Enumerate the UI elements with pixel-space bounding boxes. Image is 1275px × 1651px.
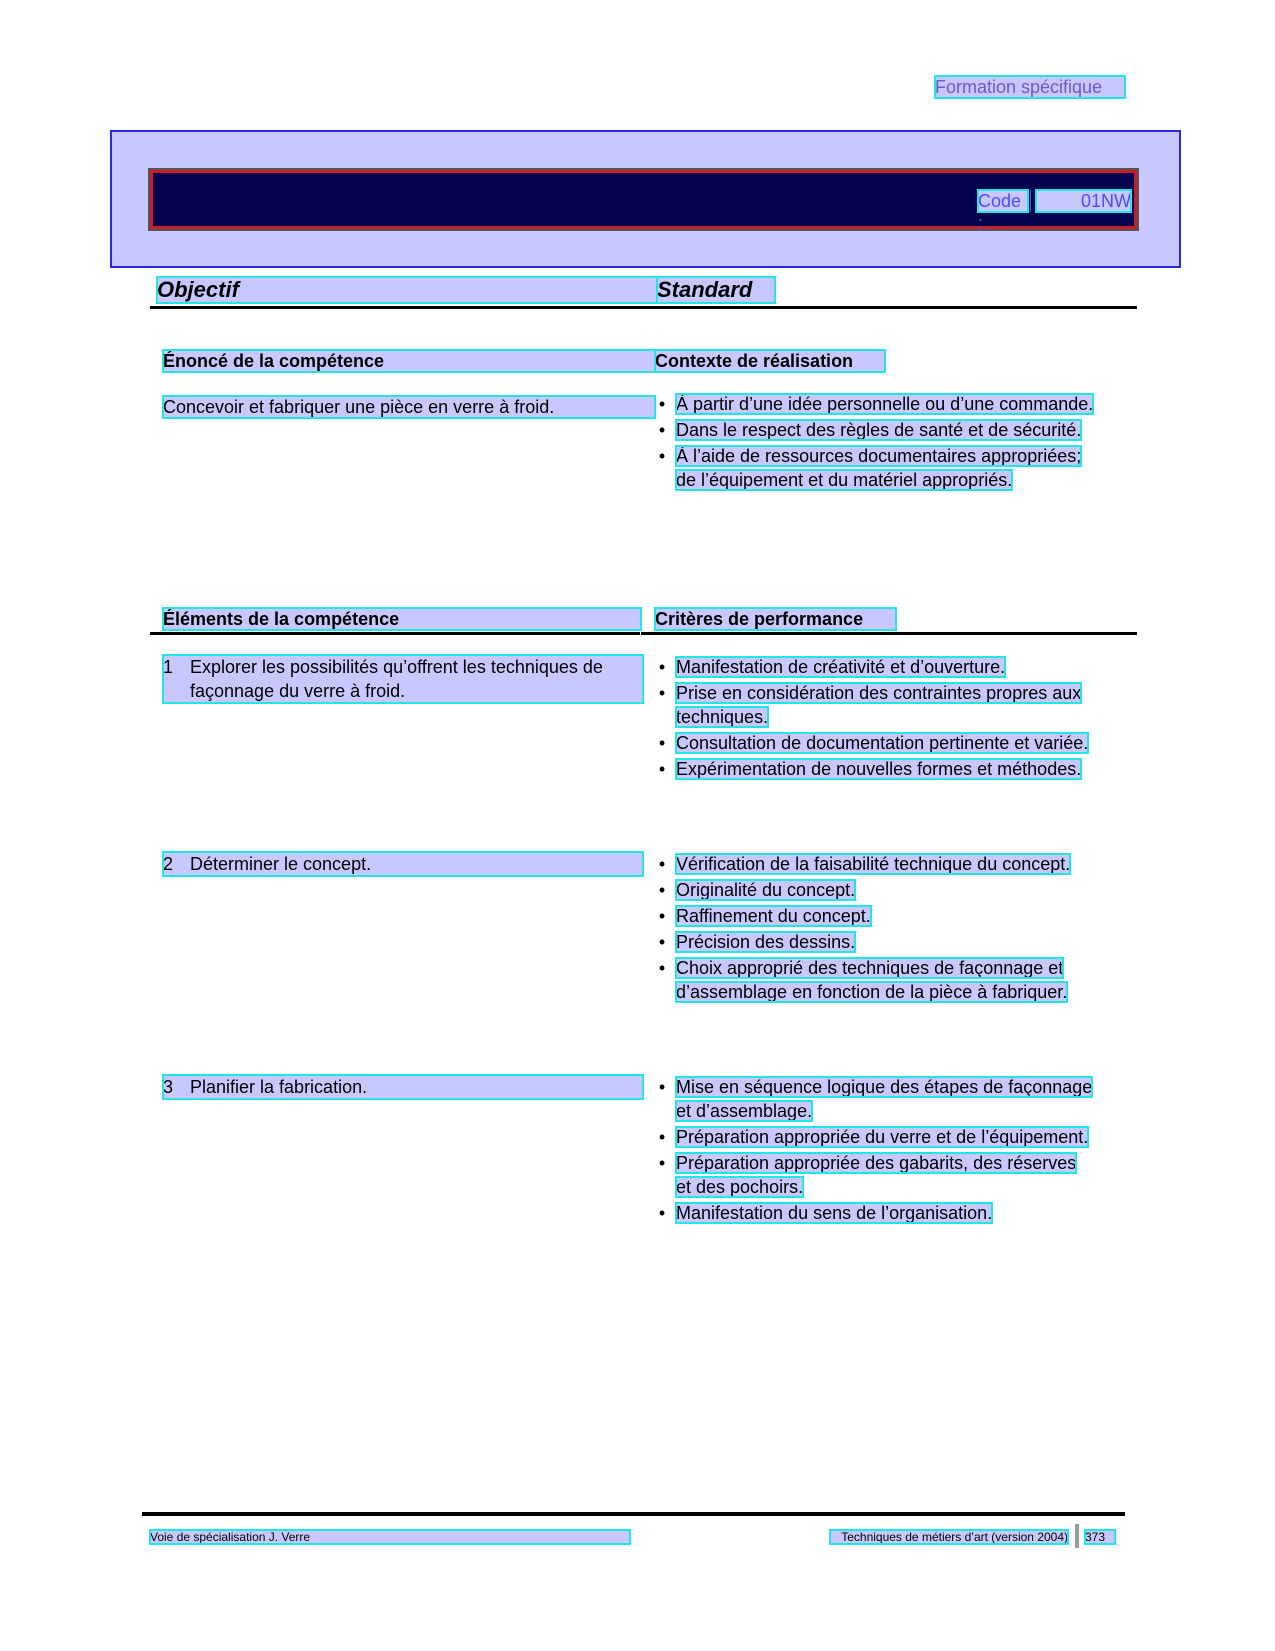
list-item-text: Consultation de documentation pertinente et variée. bbox=[676, 733, 1089, 753]
element-number: 3 bbox=[163, 1077, 174, 1097]
enonce-text: Concevoir et fabriquer une pièce en verre à froid. bbox=[163, 396, 655, 418]
bullet-icon: • bbox=[658, 1127, 666, 1147]
bullet-icon: • bbox=[658, 1077, 666, 1097]
element-1 bbox=[163, 655, 643, 703]
list-item-text: Expérimentation de nouvelles formes et méthodes. bbox=[676, 759, 1082, 779]
list-item bbox=[655, 731, 1115, 755]
list-item-text: Raffinement du concept. bbox=[676, 906, 871, 926]
element-text: Planifier la fabrication. bbox=[190, 1077, 368, 1097]
bullet-icon: • bbox=[658, 657, 666, 677]
list-item bbox=[655, 904, 1115, 928]
contexte-list bbox=[655, 392, 1095, 494]
footer-rule bbox=[142, 1512, 1125, 1516]
standard-heading: Standard bbox=[657, 277, 775, 303]
list-item-text: Précision des dessins. bbox=[676, 932, 856, 952]
list-item-text: Originalité du concept. bbox=[676, 880, 856, 900]
bullet-icon: • bbox=[658, 1153, 666, 1173]
list-item-text: À partir d’une idée personnelle ou d’une commande. bbox=[676, 394, 1094, 414]
top-rule bbox=[150, 306, 1137, 309]
bullet-icon: • bbox=[658, 394, 666, 414]
running-header: Formation spécifique bbox=[935, 76, 1125, 98]
contexte-heading: Contexte de réalisation bbox=[655, 350, 885, 372]
footer-left: Voie de spécialisation J. Verre bbox=[150, 1530, 630, 1544]
bullet-icon: • bbox=[658, 733, 666, 753]
bullet-icon: • bbox=[658, 932, 666, 952]
list-item-text: À l’aide de ressources documentaires appropriées; de l’équipement et du matériel appropriés. bbox=[676, 446, 1082, 490]
list-item bbox=[655, 878, 1115, 902]
list-item-text: Préparation appropriée des gabarits, des réserves et des pochoirs. bbox=[676, 1153, 1077, 1197]
list-item bbox=[655, 757, 1115, 781]
element-number: 1 bbox=[163, 657, 174, 677]
list-item bbox=[655, 444, 1095, 492]
section-rule-right bbox=[641, 632, 1137, 635]
list-item bbox=[655, 392, 1095, 416]
page-number: 373 bbox=[1085, 1530, 1115, 1544]
list-item bbox=[655, 1125, 1095, 1149]
element-2 bbox=[163, 852, 643, 876]
element-3 bbox=[163, 1075, 643, 1099]
bullet-icon: • bbox=[658, 880, 666, 900]
list-item-text: Vérification de la faisabilité technique du concept. bbox=[676, 854, 1071, 874]
list-item-text: Mise en séquence logique des étapes de façonnage et d’assemblage. bbox=[676, 1077, 1093, 1121]
bullet-icon: • bbox=[658, 759, 666, 779]
list-item-text: Préparation appropriée du verre et de l’équipement. bbox=[676, 1127, 1089, 1147]
code-label: Code : bbox=[978, 190, 1028, 212]
element-text: Explorer les possibilités qu’offrent les techniques de façonnage du verre à froid. bbox=[190, 657, 603, 701]
bullet-icon: • bbox=[658, 420, 666, 440]
list-item-text: Prise en considération des contraintes propres aux techniques. bbox=[676, 683, 1082, 727]
list-item-text: Dans le respect des règles de santé et de sécurité. bbox=[676, 420, 1082, 440]
code-separator bbox=[1030, 190, 1035, 212]
list-item bbox=[655, 1151, 1095, 1199]
list-item bbox=[655, 418, 1095, 442]
code-value: 01NW bbox=[1036, 190, 1131, 212]
element-text: Déterminer le concept. bbox=[190, 854, 372, 874]
bullet-icon: • bbox=[658, 906, 666, 926]
list-item bbox=[655, 681, 1115, 729]
objective-heading: Objectif bbox=[157, 277, 657, 303]
footer-separator bbox=[1075, 1524, 1079, 1548]
bullet-icon: • bbox=[658, 1203, 666, 1223]
list-item bbox=[655, 1201, 1095, 1225]
criteria-list-1 bbox=[655, 655, 1115, 783]
list-item bbox=[655, 930, 1115, 954]
criteria-list-3 bbox=[655, 1075, 1095, 1227]
footer-right: Techniques de métiers d’art (version 2004) bbox=[830, 1530, 1068, 1544]
list-item bbox=[655, 956, 1115, 1004]
section-rule-left bbox=[150, 632, 640, 635]
bullet-icon: • bbox=[658, 683, 666, 703]
criteria-list-2 bbox=[655, 852, 1115, 1006]
criteres-heading: Critères de performance bbox=[655, 608, 896, 630]
list-item bbox=[655, 1075, 1095, 1123]
elements-heading: Éléments de la compétence bbox=[163, 608, 641, 630]
bullet-icon: • bbox=[658, 446, 666, 466]
bullet-icon: • bbox=[658, 854, 666, 874]
list-item-text: Choix approprié des techniques de façonnage et d’assemblage en fonction de la pièce à fabriquer. bbox=[676, 958, 1068, 1002]
list-item-text: Manifestation du sens de l’organisation. bbox=[676, 1203, 993, 1223]
list-item-text: Manifestation de créativité et d’ouverture. bbox=[676, 657, 1006, 677]
list-item bbox=[655, 655, 1115, 679]
bullet-icon: • bbox=[658, 958, 666, 978]
element-number: 2 bbox=[163, 854, 174, 874]
list-item bbox=[655, 852, 1115, 876]
enonce-heading: Énoncé de la compétence bbox=[163, 350, 655, 372]
